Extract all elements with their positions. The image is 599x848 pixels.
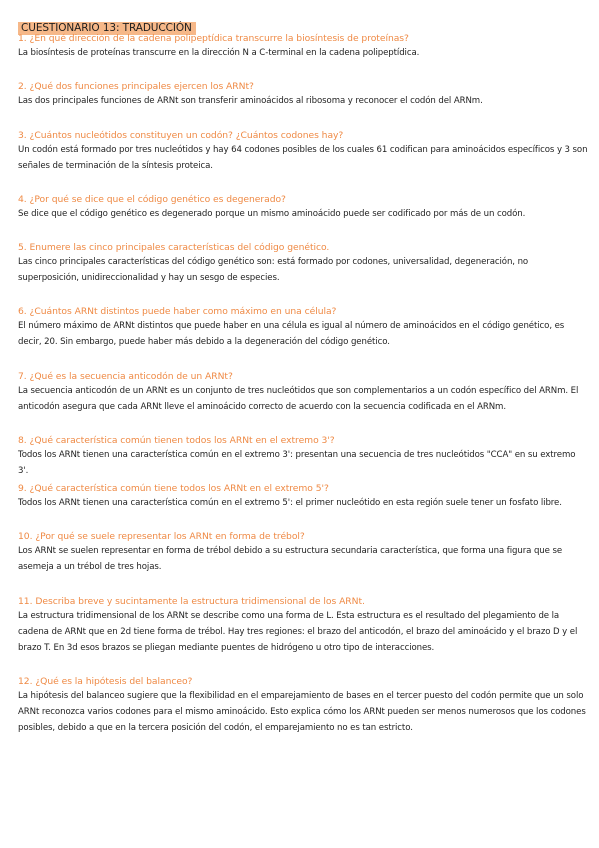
answer: Las dos principales funciones de ARNt son transferir aminoácidos al ribosoma y reconocer el codón del ARNm.	[18, 96, 483, 106]
qa-item	[18, 129, 588, 174]
question: 11. Describa breve y sucintamente la estructura tridimensional de los ARNt.	[18, 596, 365, 607]
question: 2. ¿Qué dos funciones principales ejercen los ARNt?	[18, 81, 254, 92]
qa-item	[18, 675, 588, 736]
answer: La secuencia anticodón de un ARNt es un conjunto de tres nucleótidos que son complementarios a un codón específico del ARNm. El anticodón asegura que cada ARNt lleve el aminoácido correcto de acuerdo con la secuencia codificada en el ARNm.	[18, 386, 579, 412]
qa-item	[18, 241, 588, 286]
question: 9. ¿Qué característica común tiene todos los ARNt en el extremo 5'?	[18, 483, 329, 494]
answer: El número máximo de ARNt distintos que puede haber en una célula es igual al número de aminoácidos en el código genético, es decir, 20. Sin embargo, puede haber más debido a la degeneración del código genético.	[18, 321, 565, 347]
question: 8. ¿Qué característica común tienen todos los ARNt en el extremo 3'?	[18, 435, 335, 446]
qa-item	[18, 370, 588, 415]
question: 7. ¿Qué es la secuencia anticodón de un ARNt?	[18, 371, 233, 382]
answer: La estructura tridimensional de los ARNt se describe como una forma de L. Esta estructura es el resultado del plegamiento de la cadena de ARNt que en 2d tiene forma de trébol. Hay tres regiones: el brazo del anticodón, el brazo del aminoácido y el brazo D y el brazo T. En 3d esos brazos se pliegan mediante puentes de hidrógeno u otro tipo de interacciones.	[18, 611, 578, 653]
qa-item	[18, 434, 588, 479]
qa-item	[18, 595, 588, 656]
answer: Un codón está formado por tres nucleótidos y hay 64 codones posibles de los cuales 61 codifican para aminoácidos específicos y 3 son señales de terminación de la síntesis proteica.	[18, 145, 588, 171]
page-title: CUESTIONARIO 13: TRADUCCIÓN	[18, 22, 196, 35]
qa-item	[18, 80, 588, 109]
qa-item	[18, 305, 588, 350]
answer: La hipótesis del balanceo sugiere que la flexibilidad en el emparejamiento de bases en el tercer puesto del codón permite que un solo ARNt reconozca varios codones para el mismo aminoácido. Esto explica cómo los ARNt pueden ser menos numerosos que los codones posibles, debido a que en la tercera posición del codón, el emparejamiento no es tan estricto.	[18, 691, 586, 733]
qa-item	[18, 32, 588, 61]
question: 1. ¿En qué dirección de la cadena polipeptídica transcurre la biosíntesis de proteínas?	[18, 33, 409, 44]
question: 6. ¿Cuántos ARNt distintos puede haber como máximo en una célula?	[18, 306, 337, 317]
qa-item	[18, 482, 588, 511]
question: 10. ¿Por qué se suele representar los ARNt en forma de trébol?	[18, 531, 305, 542]
answer: La biosíntesis de proteínas transcurre en la dirección N a C-terminal en la cadena polipeptídica.	[18, 48, 420, 58]
question: 3. ¿Cuántos nucleótidos constituyen un codón? ¿Cuántos codones hay?	[18, 130, 344, 141]
answer: Se dice que el código genético es degenerado porque un mismo aminoácido puede ser codificado por más de un codón.	[18, 209, 526, 219]
answer: Las cinco principales características del código genético son: está formado por codones, universalidad, degeneración, no superposición, unidireccionalidad y hay un sesgo de especies.	[18, 257, 529, 283]
question: 5. Enumere las cinco principales características del código genético.	[18, 242, 330, 253]
qa-item	[18, 193, 588, 222]
qa-item	[18, 530, 588, 575]
question: 12. ¿Qué es la hipótesis del balanceo?	[18, 676, 193, 687]
question: 4. ¿Por qué se dice que el código genético es degenerado?	[18, 194, 286, 205]
answer: Los ARNt se suelen representar en forma de trébol debido a su estructura secundaria característica, que forma una figura que se asemeja a un trébol de tres hojas.	[18, 546, 563, 572]
answer: Todos los ARNt tienen una característica común en el extremo 3': presentan una secuencia de tres nucleótidos "CCA" en su extremo 3'.	[18, 450, 576, 476]
answer: Todos los ARNt tienen una característica común en el extremo 5': el primer nucleótido en esta región suele tener un fosfato libre.	[18, 498, 562, 508]
